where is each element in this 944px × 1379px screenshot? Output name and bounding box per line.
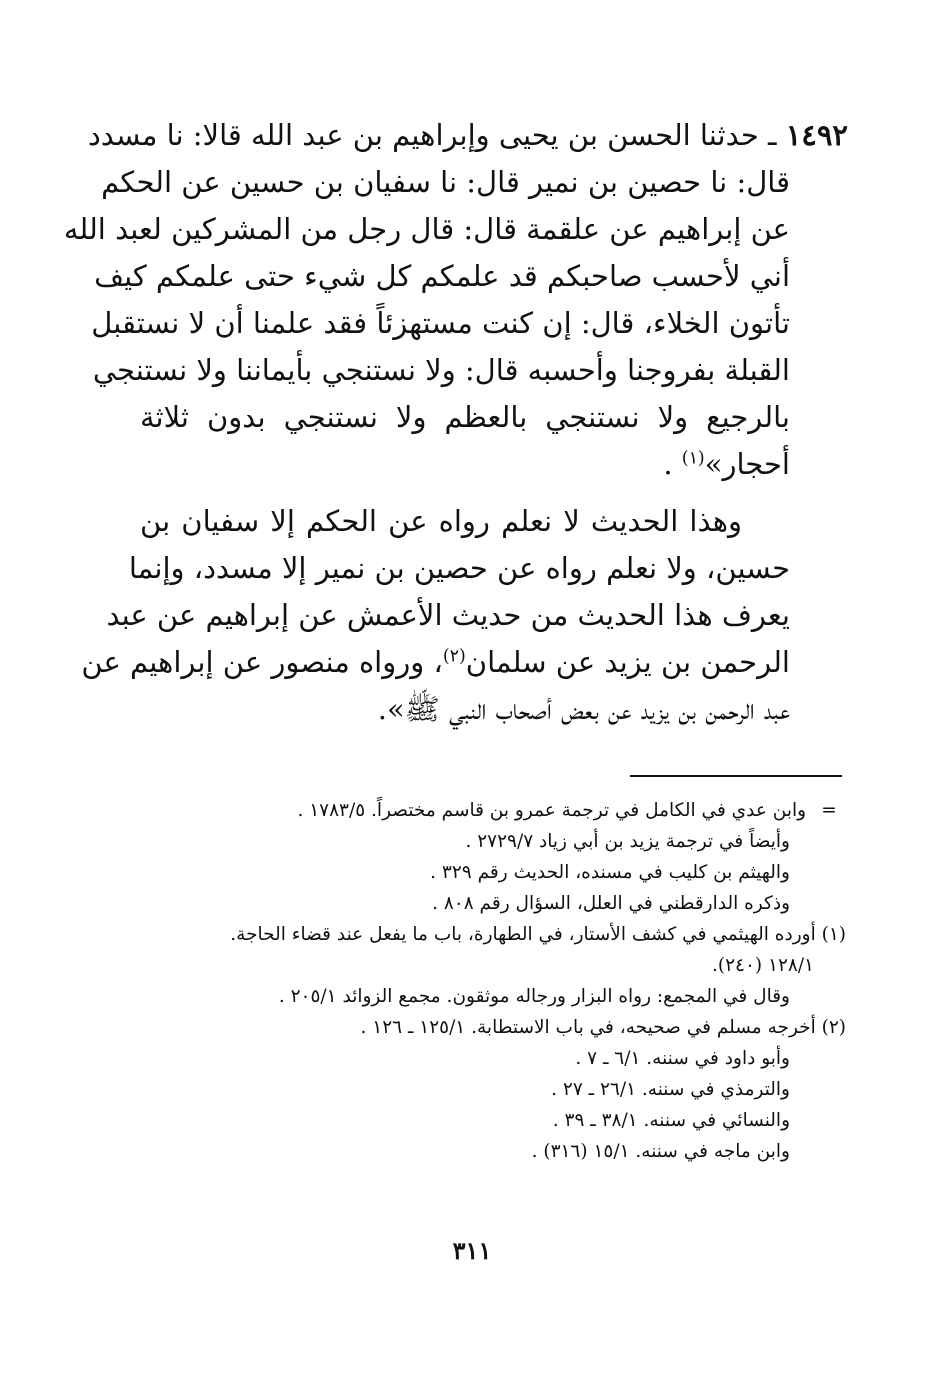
page-number: ٣١١ bbox=[452, 1236, 492, 1265]
footnote-continuation-line: والهيثم بن كليب في مسنده، الحديث رقم ٣٢٩ . bbox=[430, 862, 790, 883]
footnote-line: والنسائي في سننه. ٣٨/١ ـ ٣٩ . bbox=[552, 1110, 790, 1131]
hadith-first-line bbox=[87, 112, 848, 159]
footnote-line: والترمذي في سننه. ٢٦/١ ـ ٢٧ . bbox=[551, 1079, 790, 1100]
text-line: بالرجيع ولا نستنجي بالعظم ولا نستنجي بدون ثلاثة bbox=[140, 400, 790, 434]
text-line-last: عبد الرحمن بن يزيد عن بعض أصحاب النبي ﷺ». bbox=[377, 692, 790, 726]
text-line: تأتون الخلاء، قال: إن كنت مستهزئاً فقد علمنا أن لا نستقبل bbox=[91, 306, 790, 340]
footnote-line: ١٢٨/١ (٢٤٠). bbox=[711, 955, 814, 976]
main-text bbox=[63, 112, 848, 733]
footnote-separator bbox=[630, 775, 842, 777]
footnote-continuation-line bbox=[86, 795, 846, 826]
footnote-1 bbox=[86, 919, 846, 950]
text-fragment: أحجار» bbox=[704, 447, 790, 481]
text-line-last bbox=[140, 441, 848, 488]
paragraph-2 bbox=[81, 498, 848, 733]
footnote-continuation-line: وأيضاً في ترجمة يزيد بن أبي زياد ٢٧٢٩/٧ . bbox=[465, 831, 790, 852]
footnote-line: وابن ماجه في سننه. ١٥/١ (٣١٦) . bbox=[531, 1141, 790, 1162]
text-line: يعرف هذا الحديث من حديث الأعمش عن إبراهيم عن عبد bbox=[106, 598, 790, 632]
footnote-ref-1[interactable]: (١) bbox=[681, 448, 705, 469]
footnotes bbox=[86, 795, 846, 1167]
footnote-line: وقال في المجمع: رواه البزار ورجاله موثقون. مجمع الزوائد ٢٠٥/١ . bbox=[278, 986, 790, 1007]
footnote-text: أخرجه مسلم في صحيحه، في باب الاستطابة. ١٢٥/١ ـ ١٢٦ . bbox=[360, 1017, 816, 1038]
text-line bbox=[81, 639, 848, 686]
footnote-line: وأبو داود في سننه. ٦/١ ـ ٧ . bbox=[575, 1048, 790, 1069]
footnote-continuation-line: وذكره الدارقطني في العلل، السؤال رقم ٨٠٨ . bbox=[432, 893, 790, 914]
footnote-text: أورده الهيثمي في كشف الأستار، في الطهارة، باب ما يفعل عند قضاء الحاجة. bbox=[230, 924, 816, 945]
continuation-marker: = bbox=[821, 800, 837, 821]
text-line: قال: نا حصين بن نمير قال: نا سفيان بن حسين عن الحكم bbox=[101, 165, 790, 199]
text-line: عن إبراهيم عن علقمة قال: قال رجل من المشركين لعبد الله bbox=[63, 212, 790, 246]
footnote-2-marker: (٢) bbox=[821, 1017, 846, 1038]
text-line: وهذا الحديث لا نعلم رواه عن الحكم إلا سفيان بن bbox=[140, 504, 742, 538]
footnote-1-marker: (١) bbox=[821, 924, 846, 945]
text-line: ـ حدثنا الحسن بن يحيى وإبراهيم بن عبد الله قالا: نا مسدد bbox=[87, 118, 777, 152]
text-line: حسين، ولا نعلم رواه عن حصين بن نمير إلا مسدد، وإنما bbox=[128, 551, 790, 585]
footnote-text: وابن عدي في الكامل في ترجمة عمرو بن قاسم مختصراً. ١٧٨٣/٥ . bbox=[297, 800, 807, 821]
footnote-ref-2[interactable]: (٢) bbox=[442, 646, 466, 667]
text-line: أني لأحسب صاحبكم قد علمكم كل شيء حتى علمكم كيف bbox=[94, 259, 790, 293]
text-line: القبلة بفروجنا وأحسبه قال: ولا نستنجي بأيماننا ولا نستنجي bbox=[92, 353, 790, 387]
text-fragment: . bbox=[663, 447, 682, 481]
text-fragment: الرحمن بن يزيد عن سلمان bbox=[465, 645, 790, 679]
text-fragment: ، ورواه منصور عن إبراهيم عن bbox=[81, 645, 443, 679]
footnote-2 bbox=[86, 1012, 846, 1043]
hadith-number: ١٤٩٢ bbox=[785, 118, 848, 152]
